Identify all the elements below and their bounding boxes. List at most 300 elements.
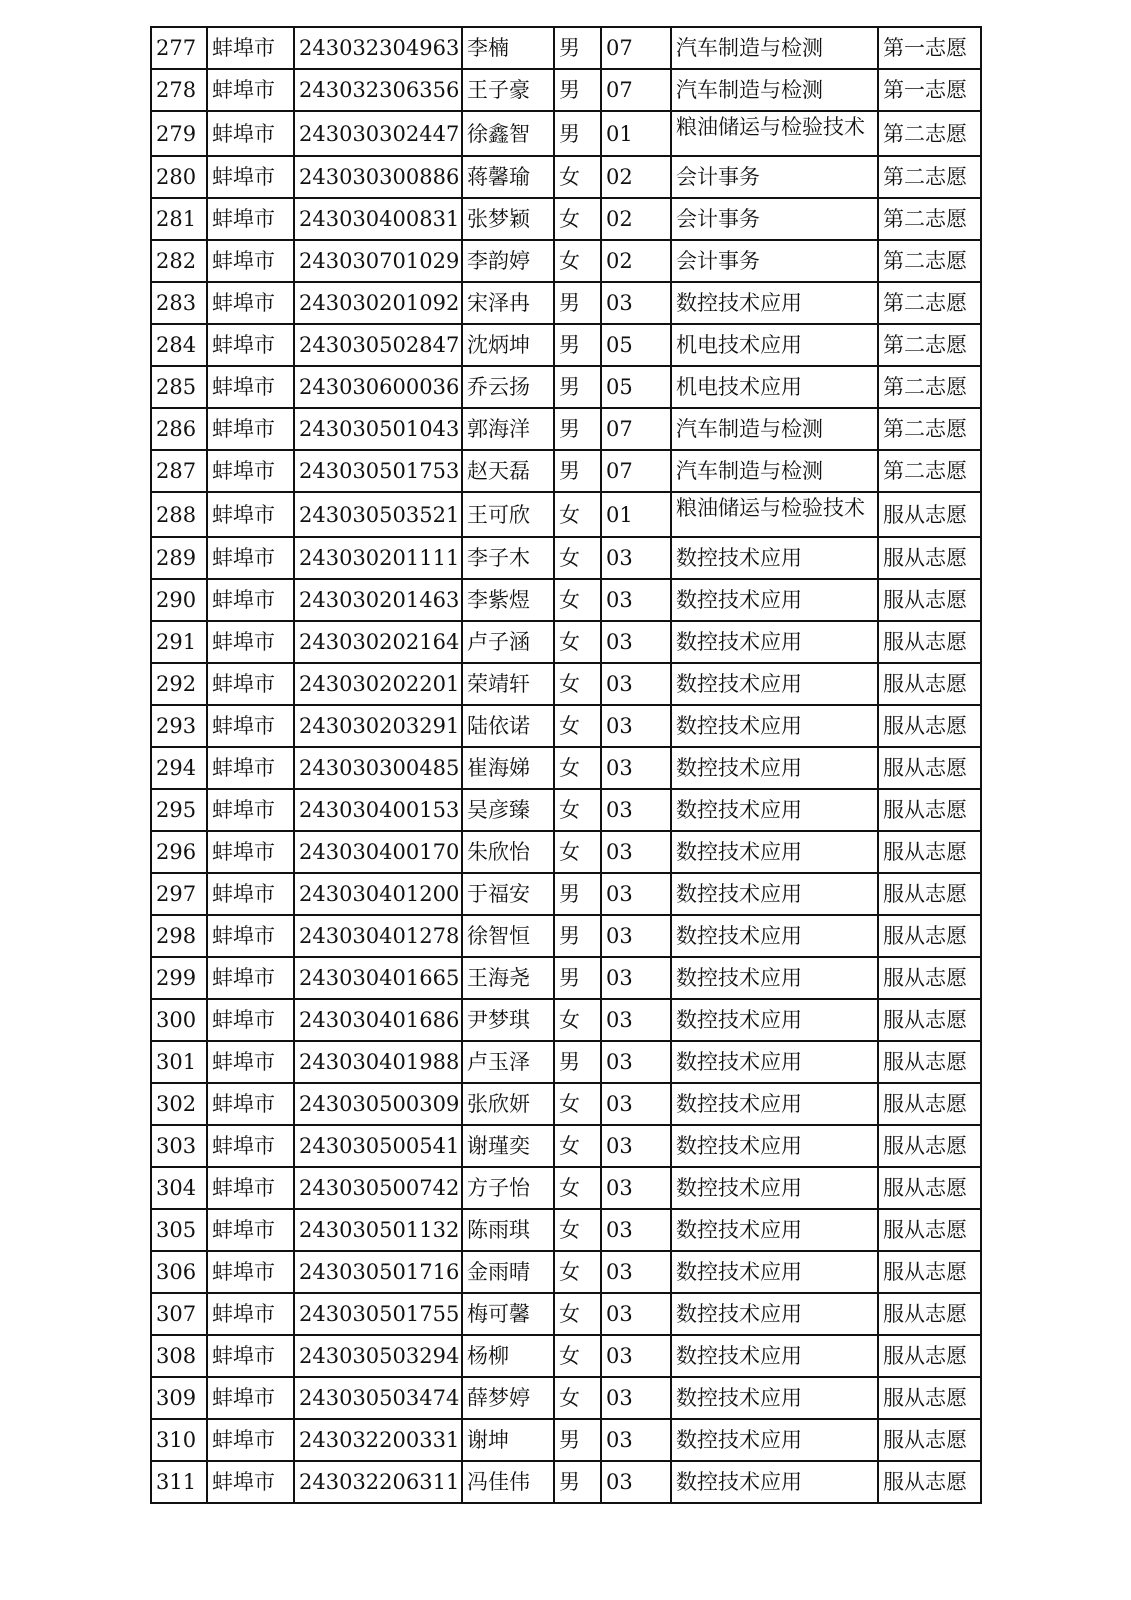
cell-index: 311 (151, 1461, 207, 1503)
cell-preference: 服从志愿 (878, 873, 981, 915)
cell-preference: 服从志愿 (878, 789, 981, 831)
cell-major-code: 05 (601, 324, 671, 366)
cell-preference: 服从志愿 (878, 579, 981, 621)
table-row (151, 1209, 981, 1251)
cell-major-code: 03 (601, 915, 671, 957)
cell-major-code: 03 (601, 1251, 671, 1293)
table-row (151, 747, 981, 789)
cell-index: 297 (151, 873, 207, 915)
cell-major: 汽车制造与检测 (671, 408, 878, 450)
cell-gender: 男 (554, 873, 601, 915)
cell-major-code: 03 (601, 1209, 671, 1251)
cell-preference: 第二志愿 (878, 408, 981, 450)
cell-preference: 服从志愿 (878, 492, 981, 537)
cell-major-code: 03 (601, 1335, 671, 1377)
cell-gender: 女 (554, 789, 601, 831)
table-row (151, 198, 981, 240)
cell-exam-id: 243030501132 (294, 1209, 462, 1251)
cell-major-code: 07 (601, 408, 671, 450)
cell-gender: 女 (554, 198, 601, 240)
cell-name: 方子怡 (462, 1167, 554, 1209)
cell-index: 304 (151, 1167, 207, 1209)
cell-index: 284 (151, 324, 207, 366)
cell-major: 机电技术应用 (671, 324, 878, 366)
cell-gender: 女 (554, 492, 601, 537)
cell-city: 蚌埠市 (207, 156, 294, 198)
cell-city: 蚌埠市 (207, 324, 294, 366)
cell-preference: 服从志愿 (878, 537, 981, 579)
cell-preference: 服从志愿 (878, 621, 981, 663)
cell-gender: 女 (554, 579, 601, 621)
cell-preference: 服从志愿 (878, 747, 981, 789)
cell-major: 数控技术应用 (671, 1377, 878, 1419)
cell-major-code: 03 (601, 1041, 671, 1083)
cell-index: 291 (151, 621, 207, 663)
cell-index: 281 (151, 198, 207, 240)
cell-gender: 男 (554, 27, 601, 69)
cell-city: 蚌埠市 (207, 1041, 294, 1083)
cell-index: 301 (151, 1041, 207, 1083)
cell-gender: 女 (554, 831, 601, 873)
cell-major-code: 02 (601, 240, 671, 282)
cell-name: 杨柳 (462, 1335, 554, 1377)
cell-major: 数控技术应用 (671, 663, 878, 705)
table-row (151, 1167, 981, 1209)
cell-gender: 女 (554, 1125, 601, 1167)
cell-index: 303 (151, 1125, 207, 1167)
cell-exam-id: 243030500309 (294, 1083, 462, 1125)
cell-gender: 女 (554, 156, 601, 198)
cell-name: 宋泽冉 (462, 282, 554, 324)
cell-city: 蚌埠市 (207, 492, 294, 537)
cell-gender: 女 (554, 1167, 601, 1209)
cell-index: 286 (151, 408, 207, 450)
cell-index: 307 (151, 1293, 207, 1335)
cell-exam-id: 243030201463 (294, 579, 462, 621)
cell-city: 蚌埠市 (207, 1377, 294, 1419)
cell-exam-id: 243030401988 (294, 1041, 462, 1083)
cell-major-code: 03 (601, 537, 671, 579)
cell-major: 数控技术应用 (671, 1041, 878, 1083)
cell-preference: 服从志愿 (878, 1377, 981, 1419)
cell-preference: 服从志愿 (878, 915, 981, 957)
cell-exam-id: 243030300886 (294, 156, 462, 198)
cell-name: 尹梦琪 (462, 999, 554, 1041)
table-row (151, 831, 981, 873)
cell-city: 蚌埠市 (207, 1209, 294, 1251)
cell-preference: 服从志愿 (878, 831, 981, 873)
cell-preference: 服从志愿 (878, 705, 981, 747)
cell-major-code: 07 (601, 450, 671, 492)
cell-major: 数控技术应用 (671, 915, 878, 957)
cell-major: 会计事务 (671, 198, 878, 240)
cell-exam-id: 243030503474 (294, 1377, 462, 1419)
table-row (151, 915, 981, 957)
cell-exam-id: 243030501755 (294, 1293, 462, 1335)
cell-index: 292 (151, 663, 207, 705)
cell-city: 蚌埠市 (207, 537, 294, 579)
cell-city: 蚌埠市 (207, 789, 294, 831)
cell-major: 数控技术应用 (671, 1419, 878, 1461)
cell-preference: 第二志愿 (878, 324, 981, 366)
cell-exam-id: 243030401665 (294, 957, 462, 999)
cell-city: 蚌埠市 (207, 366, 294, 408)
cell-name: 李楠 (462, 27, 554, 69)
cell-preference: 服从志愿 (878, 1167, 981, 1209)
table-row (151, 579, 981, 621)
cell-exam-id: 243030500541 (294, 1125, 462, 1167)
cell-exam-id: 243030500742 (294, 1167, 462, 1209)
table-row (151, 1419, 981, 1461)
cell-city: 蚌埠市 (207, 1125, 294, 1167)
cell-index: 287 (151, 450, 207, 492)
cell-name: 卢玉泽 (462, 1041, 554, 1083)
cell-name: 于福安 (462, 873, 554, 915)
cell-city: 蚌埠市 (207, 1335, 294, 1377)
table-row (151, 324, 981, 366)
cell-preference: 第二志愿 (878, 450, 981, 492)
cell-gender: 女 (554, 999, 601, 1041)
cell-city: 蚌埠市 (207, 831, 294, 873)
cell-major: 数控技术应用 (671, 1335, 878, 1377)
cell-major: 机电技术应用 (671, 366, 878, 408)
table-row (151, 1125, 981, 1167)
table-row (151, 621, 981, 663)
table-row (151, 1377, 981, 1419)
cell-name: 梅可馨 (462, 1293, 554, 1335)
cell-exam-id: 243030400831 (294, 198, 462, 240)
cell-name: 赵天磊 (462, 450, 554, 492)
cell-preference: 服从志愿 (878, 1083, 981, 1125)
table-row (151, 789, 981, 831)
cell-major: 数控技术应用 (671, 789, 878, 831)
table-row (151, 156, 981, 198)
cell-index: 298 (151, 915, 207, 957)
cell-major-code: 05 (601, 366, 671, 408)
cell-index: 293 (151, 705, 207, 747)
cell-major-code: 03 (601, 663, 671, 705)
cell-gender: 男 (554, 1041, 601, 1083)
cell-gender: 女 (554, 1251, 601, 1293)
cell-index: 280 (151, 156, 207, 198)
cell-city: 蚌埠市 (207, 198, 294, 240)
cell-name: 徐智恒 (462, 915, 554, 957)
cell-major: 数控技术应用 (671, 1293, 878, 1335)
cell-name: 朱欣怡 (462, 831, 554, 873)
cell-city: 蚌埠市 (207, 705, 294, 747)
cell-index: 289 (151, 537, 207, 579)
table-row (151, 450, 981, 492)
cell-city: 蚌埠市 (207, 747, 294, 789)
cell-city: 蚌埠市 (207, 282, 294, 324)
cell-exam-id: 243032200331 (294, 1419, 462, 1461)
cell-name: 陆依诺 (462, 705, 554, 747)
cell-exam-id: 243030202201 (294, 663, 462, 705)
cell-name: 卢子涵 (462, 621, 554, 663)
cell-exam-id: 243030302447 (294, 111, 462, 156)
cell-name: 张梦颖 (462, 198, 554, 240)
cell-major-code: 03 (601, 1167, 671, 1209)
cell-name: 荣靖轩 (462, 663, 554, 705)
cell-major: 汽车制造与检测 (671, 27, 878, 69)
cell-index: 277 (151, 27, 207, 69)
cell-preference: 第二志愿 (878, 111, 981, 156)
cell-name: 郭海洋 (462, 408, 554, 450)
cell-major-code: 03 (601, 1419, 671, 1461)
cell-preference: 第二志愿 (878, 366, 981, 408)
cell-city: 蚌埠市 (207, 69, 294, 111)
cell-major: 数控技术应用 (671, 282, 878, 324)
cell-major: 数控技术应用 (671, 579, 878, 621)
cell-preference: 服从志愿 (878, 1251, 981, 1293)
cell-index: 296 (151, 831, 207, 873)
cell-name: 徐鑫智 (462, 111, 554, 156)
cell-exam-id: 243030502847 (294, 324, 462, 366)
cell-major-code: 03 (601, 873, 671, 915)
table-row (151, 999, 981, 1041)
table-row (151, 1293, 981, 1335)
cell-city: 蚌埠市 (207, 1251, 294, 1293)
cell-gender: 男 (554, 915, 601, 957)
cell-exam-id: 243032306356 (294, 69, 462, 111)
cell-name: 李子木 (462, 537, 554, 579)
cell-exam-id: 243030701029 (294, 240, 462, 282)
cell-preference: 服从志愿 (878, 663, 981, 705)
cell-exam-id: 243030501043 (294, 408, 462, 450)
cell-major: 粮油储运与检验技术 (671, 111, 878, 156)
cell-city: 蚌埠市 (207, 663, 294, 705)
cell-preference: 服从志愿 (878, 1419, 981, 1461)
cell-city: 蚌埠市 (207, 111, 294, 156)
table-row (151, 27, 981, 69)
cell-index: 295 (151, 789, 207, 831)
cell-exam-id: 243030501753 (294, 450, 462, 492)
table-row (151, 1461, 981, 1503)
cell-index: 290 (151, 579, 207, 621)
cell-major-code: 03 (601, 1377, 671, 1419)
cell-name: 崔海娣 (462, 747, 554, 789)
cell-major: 数控技术应用 (671, 1209, 878, 1251)
cell-exam-id: 243030201111 (294, 537, 462, 579)
cell-exam-id: 243030202164 (294, 621, 462, 663)
cell-name: 李韵婷 (462, 240, 554, 282)
cell-index: 294 (151, 747, 207, 789)
cell-gender: 男 (554, 408, 601, 450)
table-row (151, 240, 981, 282)
cell-index: 305 (151, 1209, 207, 1251)
cell-major: 数控技术应用 (671, 747, 878, 789)
cell-exam-id: 243030503521 (294, 492, 462, 537)
cell-index: 310 (151, 1419, 207, 1461)
cell-preference: 服从志愿 (878, 1209, 981, 1251)
cell-index: 302 (151, 1083, 207, 1125)
table-row (151, 1083, 981, 1125)
cell-gender: 男 (554, 450, 601, 492)
cell-name: 吴彦臻 (462, 789, 554, 831)
cell-exam-id: 243030401686 (294, 999, 462, 1041)
cell-major-code: 03 (601, 1293, 671, 1335)
cell-gender: 女 (554, 663, 601, 705)
cell-major-code: 01 (601, 492, 671, 537)
cell-city: 蚌埠市 (207, 240, 294, 282)
admission-list-table (150, 26, 982, 1504)
cell-city: 蚌埠市 (207, 1083, 294, 1125)
cell-index: 309 (151, 1377, 207, 1419)
cell-preference: 第一志愿 (878, 69, 981, 111)
cell-name: 冯佳伟 (462, 1461, 554, 1503)
cell-major-code: 03 (601, 789, 671, 831)
cell-major-code: 03 (601, 747, 671, 789)
cell-city: 蚌埠市 (207, 1293, 294, 1335)
cell-major: 会计事务 (671, 240, 878, 282)
cell-major-code: 03 (601, 957, 671, 999)
cell-preference: 服从志愿 (878, 1293, 981, 1335)
table-row (151, 537, 981, 579)
cell-index: 300 (151, 999, 207, 1041)
cell-major: 数控技术应用 (671, 1167, 878, 1209)
cell-preference: 第二志愿 (878, 240, 981, 282)
cell-index: 285 (151, 366, 207, 408)
cell-exam-id: 243030501716 (294, 1251, 462, 1293)
cell-city: 蚌埠市 (207, 450, 294, 492)
cell-major-code: 03 (601, 999, 671, 1041)
table-row (151, 1041, 981, 1083)
cell-major: 数控技术应用 (671, 621, 878, 663)
cell-major: 数控技术应用 (671, 1125, 878, 1167)
cell-major: 汽车制造与检测 (671, 69, 878, 111)
table-row (151, 408, 981, 450)
cell-major: 数控技术应用 (671, 957, 878, 999)
cell-exam-id: 243030201092 (294, 282, 462, 324)
cell-city: 蚌埠市 (207, 27, 294, 69)
cell-name: 蒋馨瑜 (462, 156, 554, 198)
cell-major-code: 03 (601, 621, 671, 663)
cell-gender: 男 (554, 957, 601, 999)
cell-gender: 男 (554, 282, 601, 324)
cell-city: 蚌埠市 (207, 999, 294, 1041)
cell-major: 数控技术应用 (671, 1251, 878, 1293)
cell-name: 王可欣 (462, 492, 554, 537)
cell-major-code: 03 (601, 579, 671, 621)
cell-major-code: 03 (601, 705, 671, 747)
cell-name: 谢瑾奕 (462, 1125, 554, 1167)
cell-exam-id: 243030203291 (294, 705, 462, 747)
cell-major: 数控技术应用 (671, 1461, 878, 1503)
cell-gender: 女 (554, 747, 601, 789)
cell-city: 蚌埠市 (207, 873, 294, 915)
cell-major-code: 02 (601, 198, 671, 240)
table-row (151, 111, 981, 156)
cell-exam-id: 243030401200 (294, 873, 462, 915)
table-row (151, 282, 981, 324)
cell-gender: 男 (554, 324, 601, 366)
cell-gender: 男 (554, 111, 601, 156)
cell-name: 谢坤 (462, 1419, 554, 1461)
cell-gender: 女 (554, 1083, 601, 1125)
cell-gender: 女 (554, 1209, 601, 1251)
cell-exam-id: 243030600036 (294, 366, 462, 408)
cell-index: 288 (151, 492, 207, 537)
cell-preference: 服从志愿 (878, 957, 981, 999)
cell-name: 陈雨琪 (462, 1209, 554, 1251)
cell-major-code: 03 (601, 1083, 671, 1125)
table-row (151, 705, 981, 747)
cell-index: 308 (151, 1335, 207, 1377)
cell-major: 数控技术应用 (671, 705, 878, 747)
cell-major-code: 02 (601, 156, 671, 198)
cell-gender: 男 (554, 69, 601, 111)
cell-city: 蚌埠市 (207, 579, 294, 621)
cell-preference: 服从志愿 (878, 1125, 981, 1167)
cell-index: 278 (151, 69, 207, 111)
cell-major: 数控技术应用 (671, 1083, 878, 1125)
cell-preference: 服从志愿 (878, 1041, 981, 1083)
cell-city: 蚌埠市 (207, 408, 294, 450)
cell-gender: 男 (554, 1419, 601, 1461)
cell-gender: 男 (554, 366, 601, 408)
cell-name: 张欣妍 (462, 1083, 554, 1125)
cell-city: 蚌埠市 (207, 915, 294, 957)
cell-index: 306 (151, 1251, 207, 1293)
cell-gender: 女 (554, 1335, 601, 1377)
cell-preference: 服从志愿 (878, 1461, 981, 1503)
cell-index: 282 (151, 240, 207, 282)
cell-city: 蚌埠市 (207, 621, 294, 663)
cell-exam-id: 243030300485 (294, 747, 462, 789)
cell-preference: 服从志愿 (878, 999, 981, 1041)
table-row (151, 663, 981, 705)
cell-name: 李紫煜 (462, 579, 554, 621)
cell-major-code: 01 (601, 111, 671, 156)
cell-exam-id: 243030503294 (294, 1335, 462, 1377)
cell-exam-id: 243030401278 (294, 915, 462, 957)
cell-major: 会计事务 (671, 156, 878, 198)
table-row (151, 69, 981, 111)
table-row (151, 1335, 981, 1377)
cell-name: 乔云扬 (462, 366, 554, 408)
cell-major: 数控技术应用 (671, 999, 878, 1041)
cell-name: 王海尧 (462, 957, 554, 999)
cell-major: 数控技术应用 (671, 873, 878, 915)
cell-exam-id: 243030400153 (294, 789, 462, 831)
cell-exam-id: 243030400170 (294, 831, 462, 873)
cell-gender: 女 (554, 621, 601, 663)
cell-major-code: 03 (601, 282, 671, 324)
cell-name: 薛梦婷 (462, 1377, 554, 1419)
cell-gender: 男 (554, 1461, 601, 1503)
cell-name: 金雨晴 (462, 1251, 554, 1293)
cell-preference: 第二志愿 (878, 198, 981, 240)
cell-major: 汽车制造与检测 (671, 450, 878, 492)
cell-index: 299 (151, 957, 207, 999)
table-body (151, 27, 981, 1503)
table-row (151, 873, 981, 915)
cell-city: 蚌埠市 (207, 957, 294, 999)
cell-major-code: 07 (601, 69, 671, 111)
cell-exam-id: 243032304963 (294, 27, 462, 69)
cell-major-code: 03 (601, 1125, 671, 1167)
cell-preference: 服从志愿 (878, 1335, 981, 1377)
cell-major: 粮油储运与检验技术 (671, 492, 878, 537)
table-row (151, 492, 981, 537)
cell-city: 蚌埠市 (207, 1461, 294, 1503)
table-row (151, 1251, 981, 1293)
cell-preference: 第一志愿 (878, 27, 981, 69)
cell-exam-id: 243032206311 (294, 1461, 462, 1503)
cell-name: 王子豪 (462, 69, 554, 111)
cell-index: 279 (151, 111, 207, 156)
cell-gender: 女 (554, 1293, 601, 1335)
